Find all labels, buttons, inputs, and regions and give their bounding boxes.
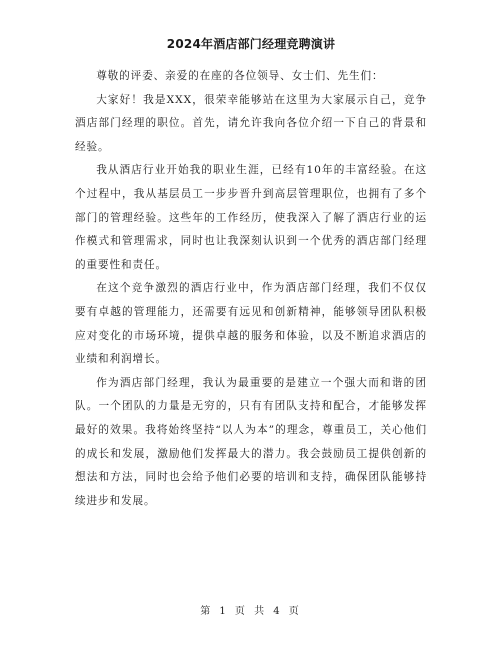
paragraph-introduction: 大家好！我是XXX，很荣幸能够站在这里为大家展示自己，竞争酒店部门经理的职位。首先，请允许我向各位介绍一下自己的背景和经验。: [75, 93, 427, 153]
paragraph-team: 作为酒店部门经理，我认为最重要的是建立一个强大而和谐的团队。一个团队的力量是无穷的，只有有团队支持和配合，才能够发挥最好的效果。我将始终坚持“以人为本”的理念，尊重员工，关心他们的成长和发展，激励他们发挥最大的潜力。我会鼓励员工提供创新的想法和方法，同时也会给予他们必要的培训和支持，确保团队能够持续进步和发展。: [75, 376, 427, 507]
document-body: [75, 65, 427, 513]
document-title: 2024年酒店部门经理竞聘演讲: [166, 37, 336, 51]
paragraph-industry: 在这个竞争激烈的酒店行业中，作为酒店部门经理，我们不仅仅要有卓越的管理能力，还需要有远见和创新精神，能够领导团队积极应对变化的市场环境，提供卓越的服务和体验，以及不断追求酒店的业绩和利润增长。: [75, 282, 427, 366]
paragraph-greeting: 尊敬的评委、亲爱的在座的各位领导、女士们、先生们：: [96, 70, 384, 82]
page-number-footer: 第 1 页 共 4 页: [200, 606, 302, 617]
paragraph-experience: 我从酒店行业开始我的职业生涯，已经有10年的丰富经验。在这个过程中，我从基层员工一步步晋升到高层管理职位，也拥有了多个部门的管理经验。这些年的工作经历，使我深入了解了酒店行业的运作模式和管理需求，同时也让我深刻认识到一个优秀的酒店部门经理的重要性和责任。: [75, 164, 427, 271]
